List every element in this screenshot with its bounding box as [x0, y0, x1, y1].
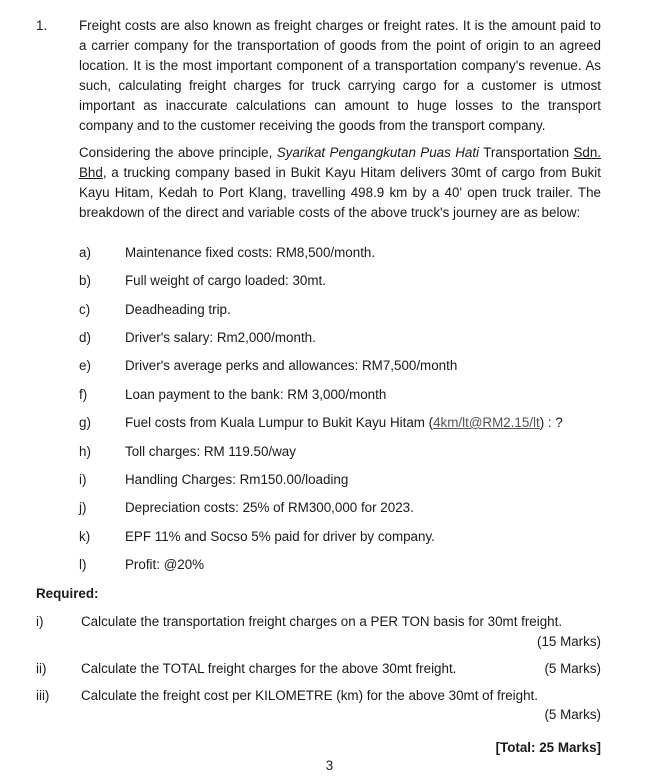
question-text: Calculate the transportation freight charges on a PER TON basis for 30mt freight.: [81, 614, 563, 629]
company-sdn-bhd: Sdn. Bhd: [79, 145, 601, 180]
page-number: 3: [325, 758, 334, 773]
item-text: EPF 11% and Socso 5% paid for driver by company.: [125, 529, 435, 544]
item-letter: h): [79, 444, 91, 459]
question-num: iii): [36, 688, 50, 703]
fuel-rate-link[interactable]: 4km/lt@RM2.15/lt: [433, 415, 540, 430]
item-text: Loan payment to the bank: RM 3,000/month: [125, 387, 387, 402]
item-letter: d): [79, 330, 91, 345]
scenario-start: Considering the above principle,: [79, 145, 277, 160]
required-heading: Required:: [36, 586, 99, 601]
item-letter: c): [79, 302, 91, 317]
item-text: Driver's salary: Rm2,000/month.: [125, 330, 316, 345]
question-text: Calculate the freight cost per KILOMETRE (km) for the above 30mt of freight.: [81, 688, 538, 703]
question-marks: (15 Marks): [537, 634, 601, 649]
item-text: Maintenance fixed costs: RM8,500/month.: [125, 245, 376, 260]
question-num: i): [36, 614, 44, 629]
company-name-rest: Transportation: [479, 145, 570, 160]
question-marks: (5 Marks): [544, 661, 601, 676]
item-letter: b): [79, 273, 91, 288]
item-text: Depreciation costs: 25% of RM300,000 for 2023.: [125, 500, 414, 515]
item-letter: l): [79, 557, 87, 572]
item-text: Profit: @20%: [125, 557, 205, 572]
question-number: 1.: [36, 18, 48, 33]
item-letter: a): [79, 245, 91, 260]
item-letter: g): [79, 415, 91, 430]
item-letter: i): [79, 472, 87, 487]
item-letter: j): [79, 500, 87, 515]
question-marks: (5 Marks): [544, 707, 601, 722]
fuel-text-before: Fuel costs from Kuala Lumpur to Bukit Kayu Hitam (: [125, 415, 434, 430]
item-text: Driver's average perks and allowances: RM7,500/month: [125, 358, 458, 373]
item-text: Handling Charges: Rm150.00/loading: [125, 472, 349, 487]
item-text: Deadheading trip.: [125, 302, 231, 317]
item-text: Full weight of cargo loaded: 30mt.: [125, 273, 326, 288]
company-name-italic: Syarikat Pengangkutan Puas Hati: [276, 145, 480, 160]
fuel-text-after: ) : ?: [539, 415, 563, 430]
question-text: Calculate the TOTAL freight charges for the above 30mt freight.: [81, 661, 457, 676]
item-text: Toll charges: RM 119.50/way: [125, 444, 296, 459]
total-marks: [Total: 25 Marks]: [495, 740, 601, 755]
item-letter: f): [79, 387, 88, 402]
item-letter: e): [79, 358, 91, 373]
scenario-paragraph: [79, 143, 601, 223]
item-letter: k): [79, 529, 91, 544]
intro-paragraph: Freight costs are also known as freight charges or freight rates. It is the amount paid to a carrier company for the transportation of goods from the point of origin to an agreed location. It is the most important component of a transportation company's revenue. As such, calculating freight charges for truck carrying cargo for a customer is utmost important as inaccurate calculations can amount to huge losses to the transport company and to the customer receiving the goods from the transport company.: [79, 18, 601, 133]
question-num: ii): [36, 661, 47, 676]
scenario-rest: , a trucking company based in Bukit Kayu Hitam delivers 30mt of cargo from Bukit Kayu Hitam, Kedah to Port Klang, travelling 498.9 km by a 40' open truck trailer. The breakdown of the direct and variable costs of the above truck's journey are as below:: [79, 165, 601, 220]
item-text: [125, 413, 563, 433]
